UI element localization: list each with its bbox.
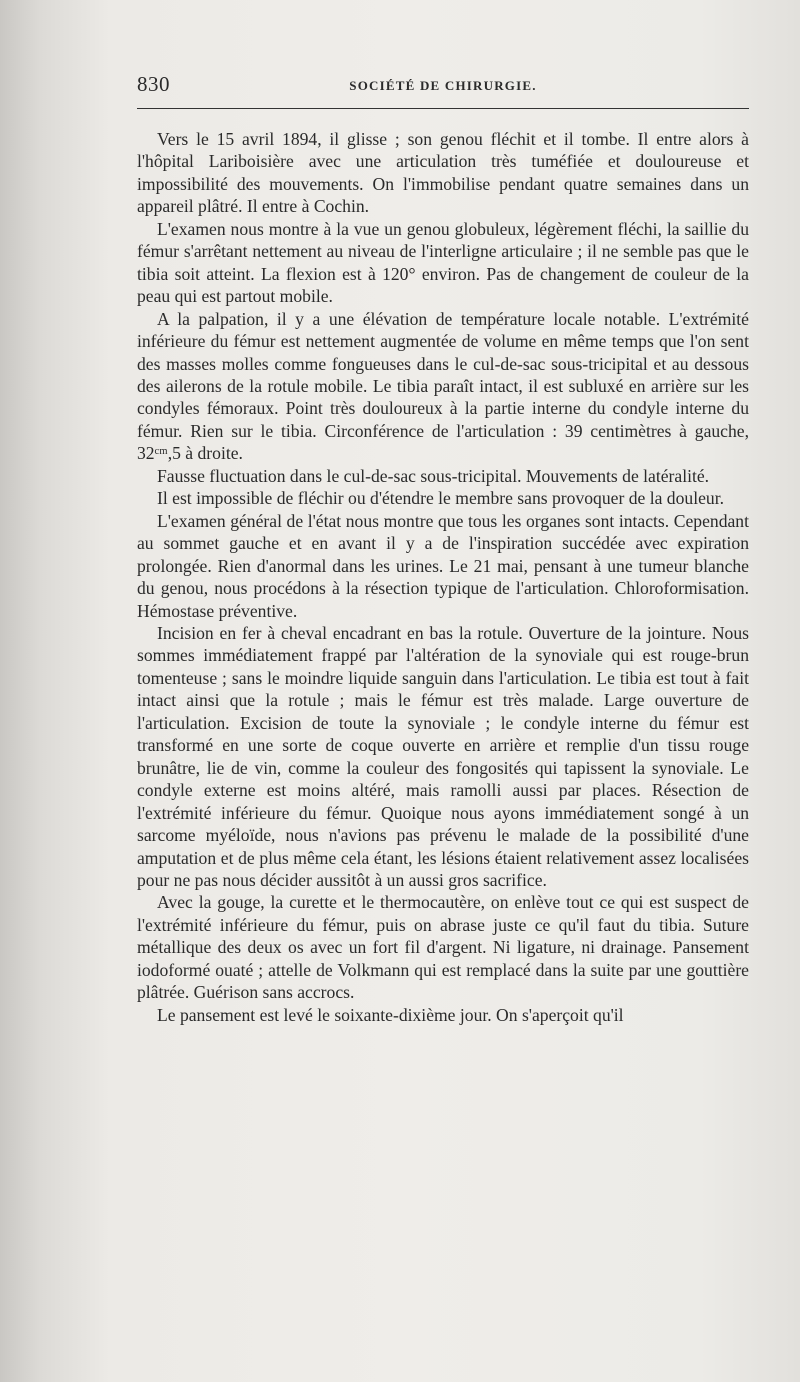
paragraph: Il est impossible de fléchir ou d'étendre le membre sans provoquer de la douleur. [157,488,724,509]
paragraph: Avec la gouge, la curette et le thermocautère, on enlève tout ce qui est suspect de l'extrémité inférieure du fémur, puis on abrase juste ce qu'il faut du tibia. Suture métallique des deux os avec un fort fil d'argent. Ni ligature, ni drainage. Pansement iodoformé ouaté ; attelle de Volkmann qui est remplacé dans la suite par une gouttière plâtrée. Guérison sans accrocs. [137,892,749,1003]
paragraph: Incision en fer à cheval encadrant en bas la rotule. Ouverture de la jointure. Nous sommes immédiatement frappé par l'altération de la synoviale qui est rouge-brun tomenteuse ; sans le moindre liquide sanguin dans l'articulation. Le tibia est tout à fait intact ainsi que la rotule ; mais le fémur est très malade. Large ouverture de l'articulation. Excision de toute la synoviale ; le condyle interne du fémur est transformé en une sorte de coque ouverte en arrière et remplie d'un tissu rouge brunâtre, lie de vin, comme la couleur des fongosités qui tapissent la synoviale. Le condyle externe est moins altéré, mais ramolli aussi par places. Résection de l'extrémité inférieure du fémur. Quoique nous ayons immédiatement songé à un sarcome myéloïde, nous n'avions pas prévenu le malade de la possibilité d'une amputation et de plus même cela étant, les lésions étaient relativement assez localisées pour ne pas nous décider aussitôt à un aussi gros sacrifice. [137,622,749,890]
paragraph: Le pansement est levé le soixante-dixième jour. On s'aperçoit qu'il [157,1004,624,1025]
body-text [137,128,749,1026]
page-number: 830 [137,72,170,96]
paragraph: L'examen général de l'état nous montre que tous les organes sont intacts. Cependant au sommet gauche et en avant il y a de l'inspiration succédée avec expiration prolongée. Rien d'anormal dans les urines. Le 21 mai, pensant à une tumeur blanche du genou, nous procédons à la résection typique de l'articulation. Chloroformisation. Hémostase préventive. [137,510,749,621]
running-title: SOCIÉTÉ DE CHIRURGIE. [349,78,537,93]
paragraph: Vers le 15 avril 1894, il glisse ; son genou fléchit et il tombe. Il entre alors à l'hôpital Lariboisière avec une articulation très tuméfiée et douloureuse et impossibilité des mouvements. On l'immobilise pendant quatre semaines dans un appareil plâtré. Il entre à Cochin. [137,129,749,217]
paragraph: A la palpation, il y a une élévation de température locale notable. L'extrémité inférieure du fémur est nettement augmentée de volume en même temps que l'on sent des masses molles comme fongueuses dans le cul-de-sac sous-tricipital et au dessous des ailerons de la rotule mobile. Le tibia paraît intact, il est subluxé en arrière sur les condyles fémoraux. Point très douloureux à la partie interne du condyle interne du fémur. Rien sur le tibia. Circonférence de l'articulation : 39 centimètres à gauche, 32ᶜᵐ,5 à droite. [137,308,749,464]
header-rule [137,108,749,109]
page-header [137,72,749,102]
paragraph: L'examen nous montre à la vue un genou globuleux, légèrement fléchi, la saillie du fémur s'arrêtant nettement au niveau de l'interligne articulaire ; il ne semble pas que le tibia soit atteint. La flexion est à 120° environ. Pas de changement de couleur de la peau qui est partout mobile. [137,218,749,307]
paragraph: Fausse fluctuation dans le cul-de-sac sous-tricipital. Mouvements de latéralité. [157,465,710,486]
